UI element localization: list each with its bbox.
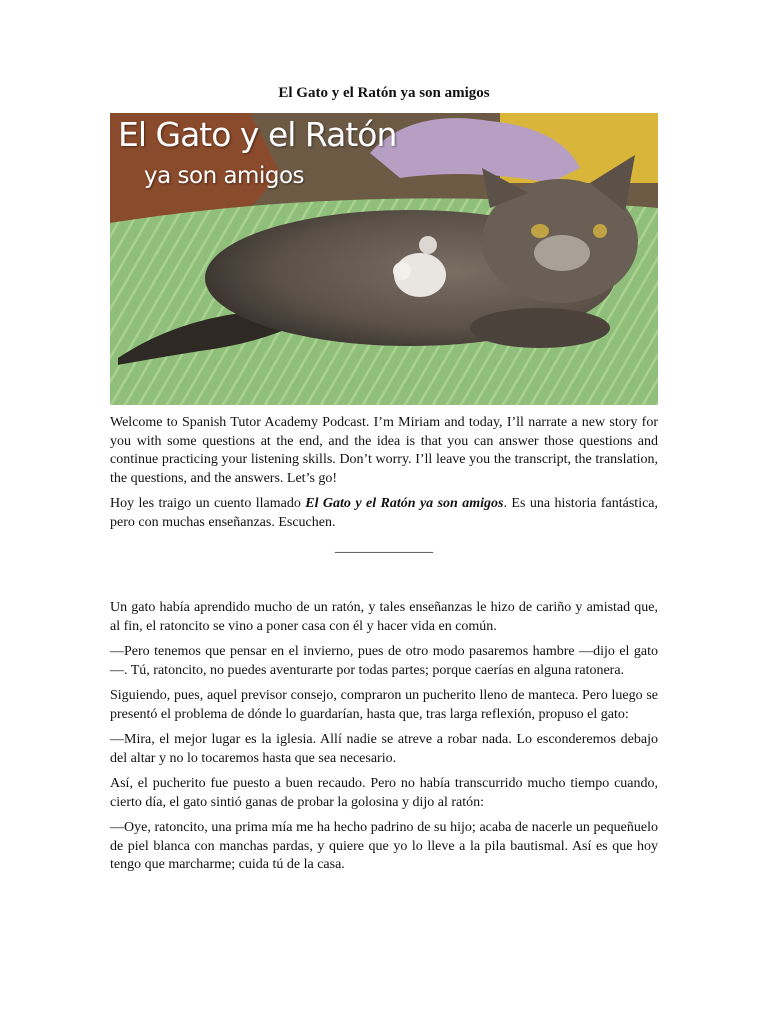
- story-title-emphasis: El Gato y el Ratón ya son amigos: [305, 496, 504, 511]
- section-separator: ______________: [335, 540, 433, 555]
- story-paragraph: Así, el pucherito fue puesto a buen recaudo. Pero no había transcurrido mucho tiempo cuando, cierto día, el gato sintió ganas de probar la golosina y dijo al ratón:: [110, 776, 658, 810]
- cat-photo-illustration: [110, 113, 658, 405]
- story-paragraph: —Pero tenemos que pensar en el invierno, pues de otro modo pasaremos hambre —dijo el gato—. Tú, ratoncito, no puedes aventurarte por todas partes; porque caerías en alguna ratonera.: [110, 644, 658, 678]
- intro-section: [110, 414, 658, 558]
- intro-paragraph-story-name: [110, 495, 658, 532]
- document-title: El Gato y el Ratón ya son amigos: [278, 85, 490, 101]
- intro-text-after: . Es una historia fantástica, pero con muchas enseñanzas. Escuchen.: [110, 496, 659, 530]
- hero-image: [110, 113, 658, 405]
- story-paragraph: Un gato había aprendido mucho de un ratón, y tales enseñanzas le hizo de cariño y amistad que, al fin, el ratoncito se vino a poner casa con él y hacer vida en común.: [110, 600, 658, 634]
- story-paragraph: —Oye, ratoncito, una prima mía me ha hecho padrino de su hijo; acaba de nacerle un pequeñuelo de piel blanca con manchas pardas, y quiere que yo lo lleve a la pila bautismal. Así es que hoy tengo que marcharme; cuida tú de la casa.: [110, 820, 658, 872]
- hero-title-line2: ya son amigos: [144, 163, 305, 189]
- intro-paragraph: Welcome to Spanish Tutor Academy Podcast. I’m Miriam and today, I’ll narrate a new story for you with some questions at the end, and the idea is that you can answer those questions and continue practicing your listening skills. Don’t worry. I’ll leave you the transcript, the translation, the questions, and the answers. Let’s go!: [110, 415, 658, 486]
- intro-text-before: Hoy les traigo un cuento llamado: [110, 496, 306, 511]
- story-section: [110, 599, 658, 882]
- story-paragraph: —Mira, el mejor lugar es la iglesia. Allí nadie se atreve a robar nada. Lo esconderemos debajo del altar y no lo tocaremos hasta que sea necesario.: [110, 732, 658, 766]
- story-paragraph: Siguiendo, pues, aquel previsor consejo, compraron un pucherito lleno de manteca. Pero luego se presentó el problema de dónde lo guardarían, hasta que, tras larga reflexión, propuso el gato:: [110, 688, 658, 722]
- hero-title-line1: El Gato y el Ratón: [118, 115, 397, 154]
